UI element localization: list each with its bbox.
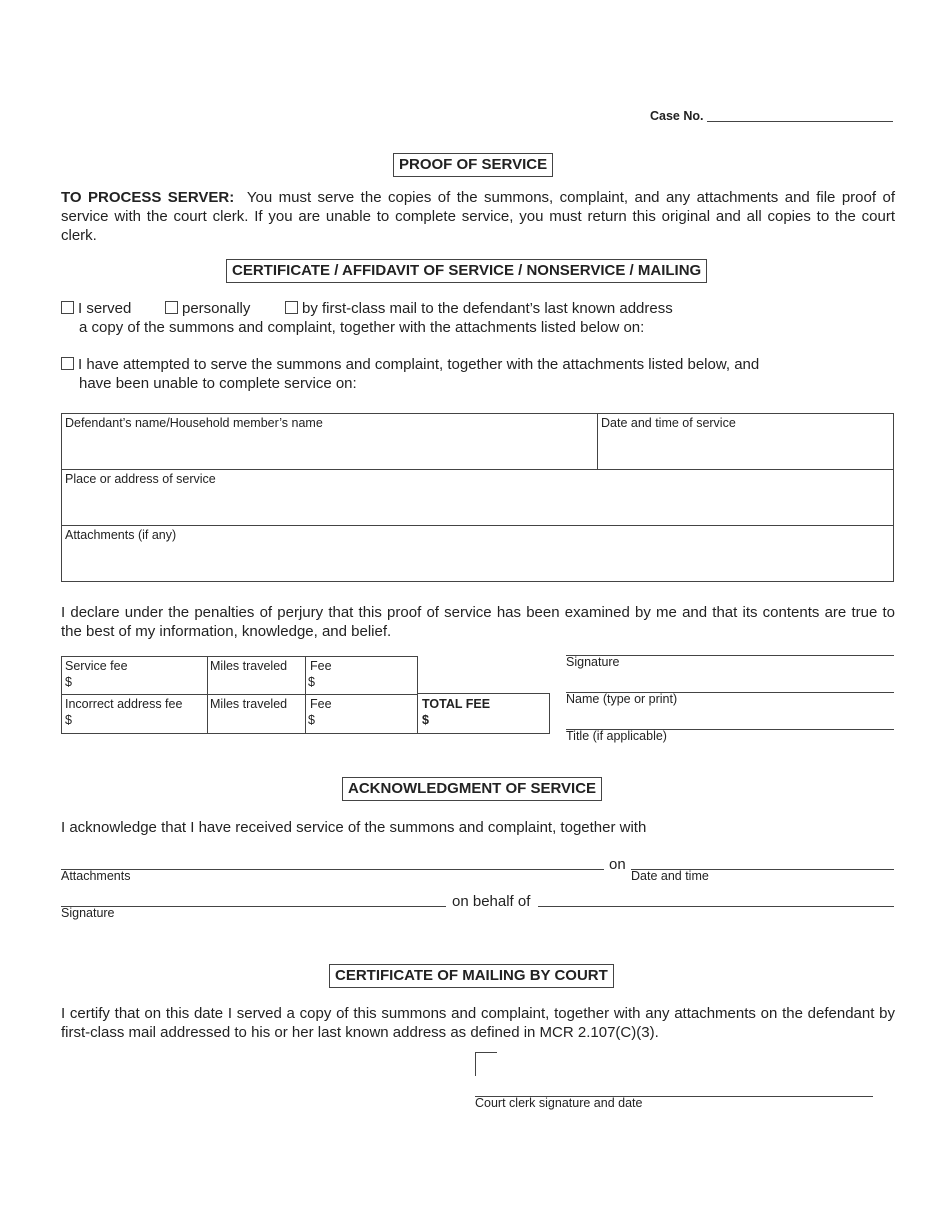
service-miles-field[interactable] [207, 656, 306, 695]
attachments-label: Attachments (if any) [65, 528, 177, 542]
total-fee-field[interactable] [417, 693, 550, 734]
incorrect-address-fee-label: Incorrect address fee [65, 697, 183, 711]
ack-on-behalf-of-line[interactable] [538, 906, 894, 907]
service-place-field[interactable] [61, 469, 894, 526]
served-checkbox[interactable] [61, 301, 74, 314]
incorrect-fee-amount-field[interactable] [305, 694, 418, 734]
defendant-name-label: Defendant’s name/Household member’s name [65, 416, 323, 430]
service-fee-dollar: $ [65, 675, 72, 689]
name-label: Name (type or print) [566, 692, 678, 706]
service-fee-label: Service fee [65, 659, 128, 673]
personally-checkbox[interactable] [165, 301, 178, 314]
personally-checkbox-group[interactable] [165, 299, 250, 318]
served-checkbox-group[interactable] [61, 300, 131, 317]
acknowledgment-title: ACKNOWLEDGMENT OF SERVICE [342, 777, 602, 801]
ack-signature-label: Signature [61, 906, 115, 920]
total-fee-dollar: $ [422, 713, 429, 727]
perjury-declaration: I declare under the penalties of perjury that this proof of service has been examined by me and that its contents are true to the best of my information, knowledge, and belief. [61, 604, 895, 640]
incorrect-fee-amount-dollar: $ [308, 713, 315, 727]
process-server-label: TO PROCESS SERVER: [61, 189, 235, 206]
attempted-option-row[interactable] [61, 355, 759, 374]
attempted-label: I have attempted to serve the summons and complaint, together with the attachments listed below, and [78, 356, 760, 373]
mail-checkbox-group[interactable] [285, 299, 673, 318]
ack-on-behalf-of-label: on behalf of [452, 893, 531, 910]
signature-label: Signature [566, 655, 620, 669]
service-fee-amount-dollar: $ [308, 675, 315, 689]
certificate-title: CERTIFICATE / AFFIDAVIT OF SERVICE / NONSERVICE / MAILING [226, 259, 707, 283]
mail-checkbox[interactable] [285, 301, 298, 314]
clerk-signature-label: Court clerk signature and date [475, 1096, 643, 1110]
service-fee-amount-divider [305, 672, 306, 694]
attempted-continuation: have been unable to complete service on: [79, 375, 357, 392]
ack-date-time-label: Date and time [631, 869, 709, 883]
ack-attachments-line[interactable] [61, 869, 604, 870]
incorrect-address-fee-field[interactable] [61, 694, 208, 734]
defendant-name-field[interactable] [61, 413, 598, 470]
service-fee-amount-field[interactable] [305, 656, 418, 695]
title-label: Title (if applicable) [566, 729, 667, 743]
incorrect-miles-label: Miles traveled [210, 697, 288, 711]
ack-attachments-label: Attachments [61, 869, 131, 883]
attempted-checkbox[interactable] [61, 357, 74, 370]
attachments-field[interactable] [61, 525, 894, 582]
service-fee-field[interactable] [61, 656, 208, 695]
served-options-row [61, 299, 673, 318]
service-place-label: Place or address of service [65, 472, 216, 486]
case-number-field[interactable] [650, 109, 895, 127]
clerk-signature-corner-mark [475, 1052, 497, 1076]
served-label: I served [78, 300, 132, 317]
service-fee-amount-label: Fee [310, 659, 332, 673]
ack-signature-line[interactable] [61, 906, 446, 907]
personally-label: personally [182, 300, 251, 317]
incorrect-miles-field[interactable] [207, 694, 306, 734]
served-continuation: a copy of the summons and complaint, together with the attachments listed below on: [79, 319, 645, 336]
service-date-time-label: Date and time of service [601, 416, 736, 430]
incorrect-address-fee-dollar: $ [65, 713, 72, 727]
mailing-certificate-title: CERTIFICATE OF MAILING BY COURT [329, 964, 614, 988]
process-server-text: You must serve the copies of the summons, complaint, and any attachments and file proof of service with the court clerk. If you are unable to complete service, you must return this original and all copies to the court clerk. [61, 189, 895, 244]
service-date-time-field[interactable] [597, 413, 894, 470]
service-miles-label: Miles traveled [210, 659, 288, 673]
total-fee-label: TOTAL FEE [422, 697, 491, 711]
ack-on-label: on [609, 856, 626, 873]
case-number-label: Case No. [650, 109, 704, 123]
mail-label: by first-class mail to the defendant’s last known address [302, 300, 673, 317]
case-number-line[interactable] [707, 121, 893, 122]
incorrect-fee-amount-divider [305, 712, 306, 734]
process-server-instructions [61, 188, 895, 245]
mailing-certificate-text: I certify that on this date I served a copy of this summons and complaint, together with any attachments on the defendant by first-class mail addressed to his or her last known address as defined in MCR 2.107(C)(3). [61, 1005, 895, 1041]
incorrect-fee-amount-label: Fee [310, 697, 332, 711]
proof-of-service-title: PROOF OF SERVICE [393, 153, 553, 177]
acknowledgment-text: I acknowledge that I have received service of the summons and complaint, together with [61, 819, 647, 836]
